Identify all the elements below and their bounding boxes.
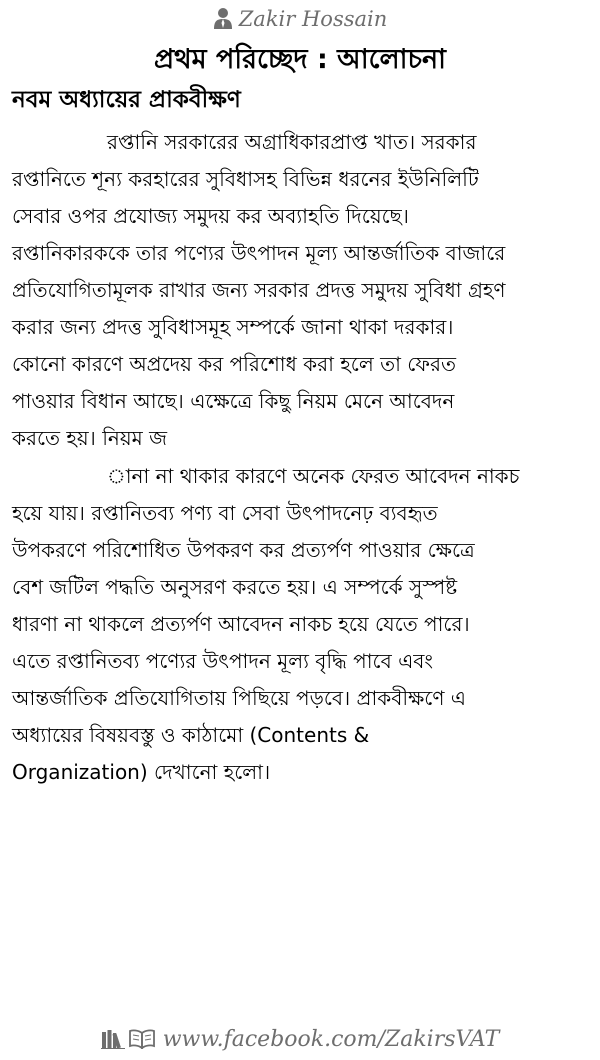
text-line: ানা না থাকার কারণে অনেক ফেরত আবেদন নাকচ [107, 464, 520, 488]
page-footer [0, 1026, 600, 1057]
text-line: এতে রপ্তানিতব্য পণ্যের উৎপাদন মূল্য বৃদ্ধি পাবে এবং [12, 649, 434, 673]
paragraph-1 [12, 124, 590, 457]
text-line: রপ্তানি সরকারের অগ্রাধিকারপ্রাপ্ত খাত। সরকার [107, 130, 477, 154]
text-line: করতে হয়। নিয়ম জ [12, 426, 167, 450]
text-line: ধারণা না থাকলে প্রত্যর্পণ আবেদন নাকচ হয়ে যেতে পারে। [12, 612, 470, 636]
text-line: প্রতিযোগিতামূলক রাখার জন্য সরকার প্রদত্ত সমুদয় সুবিধা গ্রহণ [12, 278, 506, 302]
section-title: নবম অধ্যায়ের প্রাকবীক্ষণ [12, 87, 241, 113]
person-icon [213, 7, 233, 35]
footer-url-link[interactable]: www.facebook.com/ZakirsVAT [162, 1027, 500, 1052]
text-line: হয়ে যায়। রপ্তানিতব্য পণ্য বা সেবা উৎপাদনেঢ় ব্যবহৃত [12, 501, 438, 525]
text-line: কোনো কারণে অপ্রদেয় কর পরিশোধ করা হলে তা ফেরত [12, 352, 456, 376]
text-line: অধ্যায়ের বিষয়বস্তু ও কাঠামো (Contents & [12, 723, 370, 747]
chapter-title: প্রথম পরিচ্ছেদ : আলোচনা [154, 44, 446, 75]
text-line: বেশ জটিল পদ্ধতি অনুসরণ করতে হয়। এ সম্পর্কে সুস্পষ্ট [12, 575, 458, 599]
text-line: Organization) দেখানো হলো। [12, 760, 271, 784]
books-icon [101, 1029, 125, 1057]
text-line: করার জন্য প্রদত্ত সুবিধাসমূহ সম্পর্কে জানা থাকা দরকার। [12, 315, 454, 339]
page-header [0, 6, 600, 35]
text-line: উপকরণে পরিশোধিত উপকরণ কর প্রত্যর্পণ পাওয়ার ক্ষেত্রে [12, 538, 475, 562]
text-line: রপ্তানিকারককে তার পণ্যের উৎপাদন মূল্য আন্তর্জাতিক বাজারে [12, 241, 506, 265]
paragraph-2 [12, 458, 590, 791]
text-line: রপ্তানিতে শূন্য করহারের সুবিধাসহ বিভিন্ন ধরনের ইউনিলিটি [12, 167, 479, 191]
open-book-icon [129, 1029, 155, 1057]
author-name: Zakir Hossain [238, 7, 388, 31]
text-line: সেবার ওপর প্রযোজ্য সমুদয় কর অব্যাহতি দিয়েছে। [12, 204, 409, 228]
text-line: পাওয়ার বিধান আছে। এক্ষেত্রে কিছু নিয়ম মেনে আবেদন [12, 389, 455, 413]
text-line: আন্তর্জাতিক প্রতিযোগিতায় পিছিয়ে পড়বে। প্রাকবীক্ষণে এ [12, 686, 466, 710]
